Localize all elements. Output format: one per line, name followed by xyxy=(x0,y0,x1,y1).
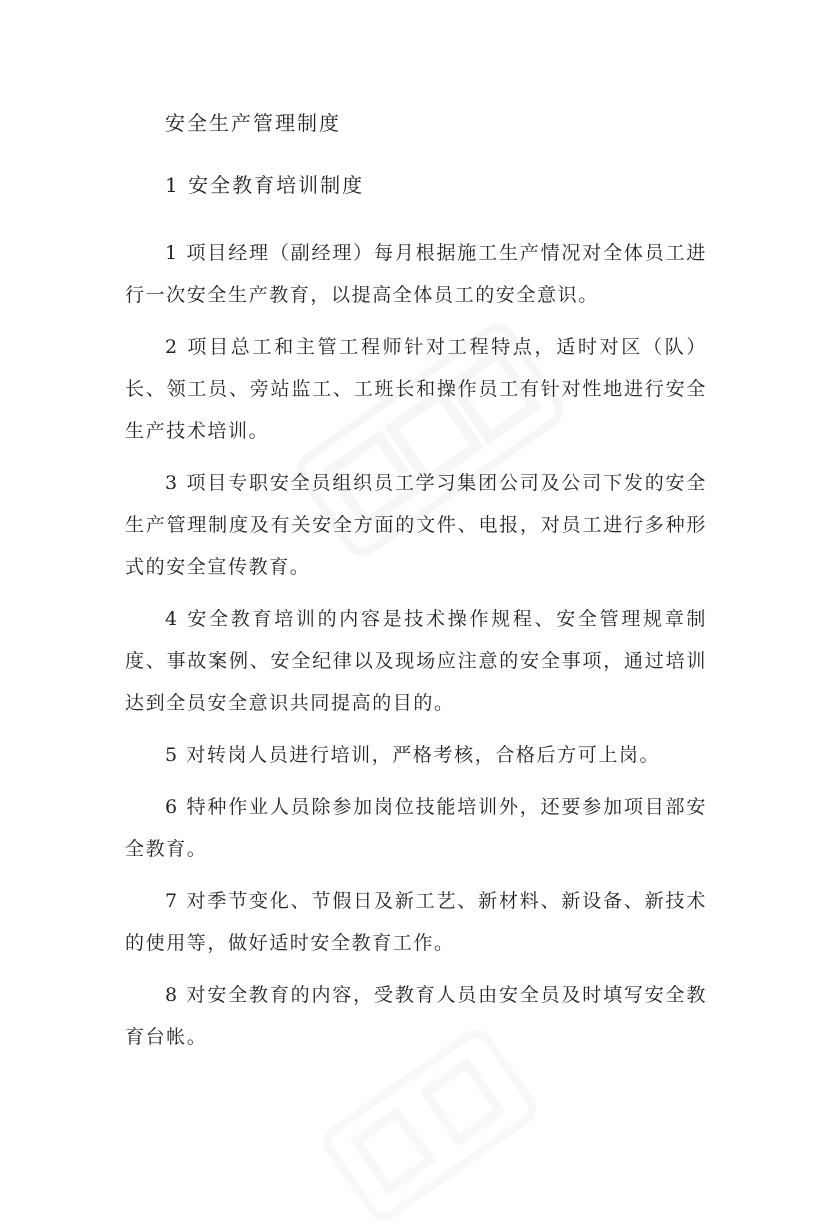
paragraph-6: 6 特种作业人员除参加岗位技能培训外，还要参加项目部安全教育。 xyxy=(125,796,707,860)
document-body xyxy=(125,232,707,1068)
paragraph-7: 7 对季节变化、节假日及新工艺、新材料、新设备、新技术的使用等，做好适时安全教育工作。 xyxy=(125,890,707,954)
section-heading: 1 安全教育培训制度 xyxy=(165,173,365,197)
paragraph-5: 5 对转岗人员进行培训，严格考核，合格后方可上岗。 xyxy=(165,744,661,766)
paragraph-2: 2 项目总工和主管工程师针对工程特点，适时对区（队）长、领工员、旁站监工、工班长和操作员工有针对性地进行安全生产技术培训。 xyxy=(125,336,707,442)
paragraph-3: 3 项目专职安全员组织员工学习集团公司及公司下发的安全生产管理制度及有关安全方面的文件、电报，对员工进行多种形式的安全宣传教育。 xyxy=(125,472,707,578)
paragraph-8: 8 对安全教育的内容，受教育人员由安全员及时填写安全教育台帐。 xyxy=(125,984,707,1048)
paragraph-4: 4 安全教育培训的内容是技术操作规程、安全管理规章制度、事故案例、安全纪律以及现场应注意的安全事项，通过培训达到全员安全意识共同提高的目的。 xyxy=(125,608,707,714)
document-title: 安全生产管理制度 xyxy=(165,111,341,135)
paragraph-1: 1 项目经理（副经理）每月根据施工生产情况对全体员工进行一次安全生产教育，以提高全体员工的安全意识。 xyxy=(125,242,707,306)
